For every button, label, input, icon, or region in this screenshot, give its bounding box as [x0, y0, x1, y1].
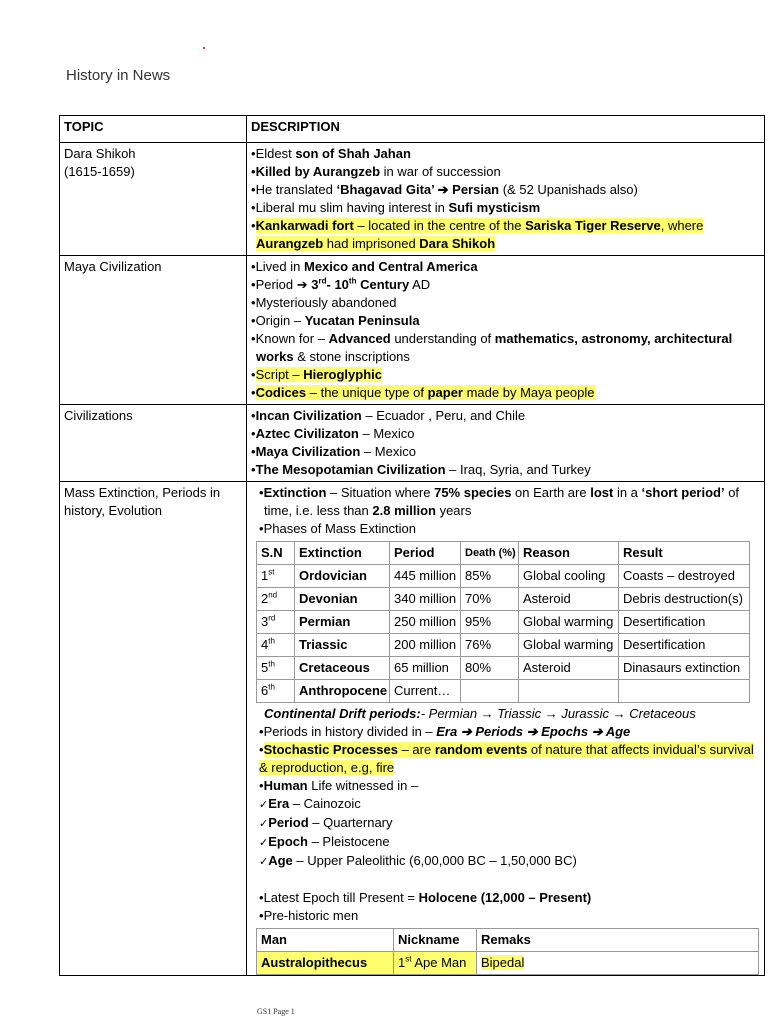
table-header-row	[60, 116, 765, 143]
table-row: 5th Cretaceous 65 million 80% Asteroid Dinasaurs extinction	[257, 657, 750, 680]
extinction-table	[256, 541, 750, 703]
table-row: 3rd Permian 250 million 95% Global warming Desertification	[257, 611, 750, 634]
bullet-item: • Human Life witnessed in –	[251, 777, 760, 795]
bullet-item: • Known for – Advanced understanding of mathematics, astronomy, architectural	[251, 330, 760, 348]
document-title: History in News	[66, 67, 171, 84]
men-header-row	[257, 929, 759, 952]
col-header: Result	[619, 542, 750, 565]
check-item: ✓ Age – Upper Paleolithic (6,00,000 BC – 1,50,000 BC)	[251, 852, 760, 871]
table-row-mass-extinction	[60, 482, 765, 976]
table-row: Australopithecus 1st Ape Man Bipedal	[257, 952, 759, 975]
topic-cell: Mass Extinction, Periods in history, Evolution	[60, 482, 247, 976]
col-header: Reason	[519, 542, 619, 565]
page-footer: GS1 Page 1	[257, 1007, 295, 1016]
bullet-continuation: works & stone inscriptions	[256, 349, 410, 364]
col-header: S.N	[257, 542, 295, 565]
bullet-item: • Maya Civilization – Mexico	[251, 443, 760, 461]
red-dot-mark	[203, 47, 205, 49]
highlighted-continuation: Aurangzeb had imprisoned Dara Shikoh	[256, 236, 496, 251]
bullet-item: • Eldest son of Shah Jahan	[251, 145, 760, 163]
bullet-item: • Periods in history divided in – Era ➔ Periods ➔ Epochs ➔ Age	[251, 723, 760, 741]
bullet-item: • The Mesopotamian Civilization – Iraq, Syria, and Turkey	[251, 461, 760, 479]
col-header: Nickname	[394, 929, 477, 952]
prehistoric-men-table	[256, 928, 759, 975]
header-description: DESCRIPTION	[247, 116, 765, 143]
continental-drift-line: Continental Drift periods:- Permian → Triassic → Jurassic → Cretaceous	[264, 706, 696, 721]
check-item: ✓ Epoch – Pleistocene	[251, 833, 760, 852]
bullet-item: • Killed by Aurangzeb in war of succession	[251, 163, 760, 181]
topic-cell: Maya Civilization	[60, 256, 247, 405]
col-header: Remaks	[477, 929, 759, 952]
bullet-item: • Origin – Yucatan Peninsula	[251, 312, 760, 330]
col-header: Extinction	[295, 542, 390, 565]
bullet-item: • Aztec Civilizaton – Mexico	[251, 425, 760, 443]
check-item: ✓ Period – Quarternary	[251, 814, 760, 833]
bullet-item: • Pre-historic men	[251, 907, 760, 925]
bullet-item: • Latest Epoch till Present = Holocene (12,000 – Present)	[251, 889, 760, 907]
col-header: Period	[390, 542, 461, 565]
table-row-dara-shikoh	[60, 143, 765, 256]
bullet-item: • Mysteriously abandoned	[251, 294, 760, 312]
bullet-item: • Phases of Mass Extinction	[251, 520, 760, 538]
topic-name: Dara Shikoh	[64, 146, 136, 161]
history-table	[59, 115, 765, 976]
table-row: 2nd Devonian 340 million 70% Asteroid Debris destruction(s)	[257, 588, 750, 611]
bullet-item: • Liberal mu slim having interest in Sufi mysticism	[251, 199, 760, 217]
check-item: ✓ Era – Cainozoic	[251, 795, 760, 814]
highlighted-bullet-item: • Codices – the unique type of paper made by Maya people	[251, 384, 760, 402]
header-topic: TOPIC	[60, 116, 247, 143]
col-header: Man	[257, 929, 394, 952]
description-cell	[247, 482, 765, 976]
col-header: Death (%)	[461, 542, 519, 565]
highlighted-bullet-item: • Stochastic Processes – are random events of nature that affects invidual’s survival	[251, 741, 760, 759]
table-row-maya-civilization	[60, 256, 765, 405]
table-row-civilizations	[60, 405, 765, 482]
topic-cell	[60, 143, 247, 256]
bullet-item: • Incan Civilization – Ecuador , Peru, and Chile	[251, 407, 760, 425]
bullet-item: • Period ➔ 3rd- 10th Century AD	[251, 276, 760, 294]
topic-years: (1615-1659)	[64, 164, 135, 179]
bullet-item: • Extinction – Situation where 75% species on Earth are lost in a ‘short period’ of	[251, 484, 760, 502]
highlighted-continuation: & reproduction, e.g, fire	[259, 760, 395, 775]
table-row: 1st Ordovician 445 million 85% Global cooling Coasts – destroyed	[257, 565, 750, 588]
description-cell	[247, 405, 765, 482]
table-row: 4th Triassic 200 million 76% Global warming Desertification	[257, 634, 750, 657]
bullet-item: • Lived in Mexico and Central America	[251, 258, 760, 276]
highlighted-bullet-item: • Kankarwadi fort – located in the centre of the Sariska Tiger Reserve, where	[251, 217, 760, 235]
extinction-header-row	[257, 542, 750, 565]
description-cell	[247, 256, 765, 405]
bullet-continuation: time, i.e. less than 2.8 million years	[264, 503, 472, 518]
description-cell	[247, 143, 765, 256]
highlighted-bullet-item: • Script – Hieroglyphic	[251, 366, 760, 384]
bullet-item: • He translated ‘Bhagavad Gita’ ➔ Persian (& 52 Upanishads also)	[251, 181, 760, 199]
topic-cell: Civilizations	[60, 405, 247, 482]
table-row: 6th Anthropocene Current…	[257, 680, 750, 703]
